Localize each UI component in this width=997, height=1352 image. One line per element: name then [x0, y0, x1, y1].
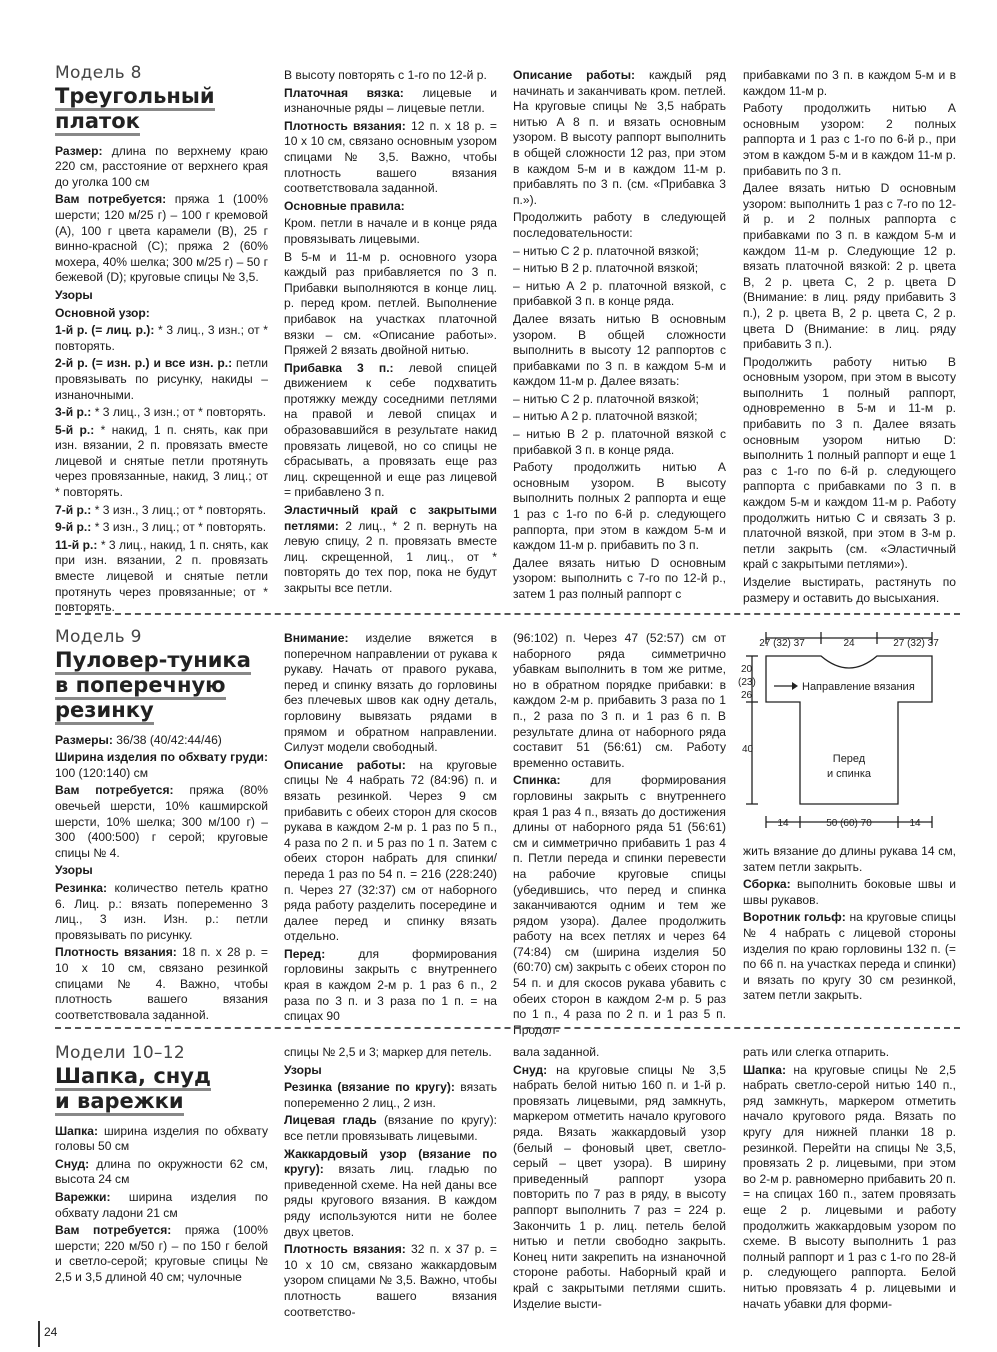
- paragraph: [513, 68, 726, 208]
- paragraph-heading: 3-й р.:: [55, 405, 92, 420]
- paragraph: [513, 409, 726, 425]
- paragraph: [55, 192, 268, 286]
- paragraph: [284, 631, 497, 756]
- paragraph-heading: Узоры: [284, 1062, 322, 1077]
- paragraph-heading: Сборка:: [743, 877, 791, 892]
- model-10-12-text-4: [743, 1045, 956, 1312]
- model-8-col-2: [284, 68, 497, 599]
- model-8-text-2: [284, 68, 497, 597]
- paragraph: [513, 1063, 726, 1313]
- model-8-col-1: [55, 63, 268, 618]
- paragraph: [743, 101, 956, 179]
- model-10-12-col-4: [743, 1045, 956, 1314]
- paragraph: [55, 1223, 268, 1285]
- paragraph: [55, 1190, 268, 1221]
- paragraph-heading: Внимание:: [284, 631, 349, 645]
- paragraph-text: Далее вязать нитью D основным узором: выполнить 1 раз с 7-го по 12-й р. и 2 полных раппорта с прибавками по 3 п. в каждом 5-м и каждом 11-м р. Следующие 12 р. вязать платочной вязкой: 2 р. цвета B, 2 р. цвета C, 2 р. цвета D (Внимание: в лиц. ряду прибавить 3 п.), 2 р. цвета B, 2 р. цвета C, 2 р. цвета D (Внимание: в лиц. ряду прибавить 3 п.).: [743, 181, 956, 352]
- paragraph-text: – нитью A 2 р. платочной вязкой;: [513, 409, 698, 424]
- paragraph-heading: Размеры:: [55, 732, 113, 747]
- section-divider-2: [55, 1027, 960, 1029]
- paragraph: [743, 68, 956, 99]
- dim-left-3: 26: [741, 690, 753, 701]
- dim-top-mid: 24: [843, 638, 855, 649]
- paragraph-text: 12 п. х 18 р. = 10 х 10 см, связано основным узором спицами № 3,5. Важно, чтобы плотность вашего вязания соответствовала заданной.: [284, 118, 497, 196]
- model-9-title: Пуловер-туника в поперечную резинку: [55, 648, 268, 723]
- paragraph: [513, 312, 726, 390]
- paragraph-text: 32 п. х 37 р. = 10 х 10 см, связано жаккардовым узором спицами № 3,5. Важно, чтобы плотность вашего вязания соответство-: [284, 1242, 497, 1319]
- paragraph-text: – нитью C 2 р. платочной вязкой;: [513, 243, 699, 258]
- paragraph-text: Далее вязать нитью B основным узором. В общей сложности выполнить в высоту 12 раппортов с прибавками по 3 п. в каждом 5-м и каждом 11-м р. Далее вязать:: [513, 311, 726, 389]
- model-9-col-1: [55, 627, 268, 1025]
- paragraph-heading: 2-й р. (= изн. р.) и все изн. р.:: [55, 356, 233, 371]
- paragraph: [284, 199, 497, 215]
- paragraph-heading: Резинка (вязание по кругу):: [284, 1080, 455, 1095]
- paragraph: [55, 503, 268, 519]
- paragraph: [55, 306, 268, 322]
- paragraph-text: на круговые спицы № 4 набрать с лицевой стороны изделия по краю горловины 132 п. (= по 66 п. на участках переда и спинки) и вязать по кругу 30 см резинкой, затем петли закрыть.: [743, 910, 956, 1003]
- paragraph-text: на круговые спицы № 4 набрать 72 (84:96) п. и вязать резинкой. Через 9 см прибавить с обеих сторон для скосов рукава в каждом 2-м р. 1 раз по 5 п., 4 раза по 2 п. и 5 раз по 1 п. Затем с обеих сторон набрать для спинки/переда 1 раз по 54 п. = 216 (228:240) п. Через 27 (32:37) см от наборного ряда работу разделить посередине и далее перед и спинку вязать отдельно.: [284, 757, 497, 944]
- paragraph-heading: Снуд:: [513, 1062, 548, 1077]
- paragraph: [55, 1157, 268, 1188]
- model-10-12-col-3: [513, 1045, 726, 1314]
- model-9-text-3: [513, 631, 726, 1038]
- paragraph: [513, 244, 726, 260]
- paragraph-text: Продолжить работу в следующей последовательности:: [513, 210, 726, 240]
- paragraph: [284, 947, 497, 1025]
- model-9-col-4: [743, 844, 956, 1006]
- section-divider-1: [55, 613, 960, 615]
- paragraph-text: прибавками по 3 п. в каждом 5-м и в каждом 11-м р.: [743, 68, 956, 98]
- model-9-col-2: [284, 631, 497, 1027]
- direction-arrow-icon: [792, 682, 798, 690]
- paragraph-text: – нитью A 2 р. платочной вязкой, с прибавкой 3 п. в конце ряда.: [513, 278, 726, 309]
- paragraph-heading: Лицевая гладь: [284, 1113, 377, 1128]
- dim-left-2: (23): [738, 677, 756, 688]
- paragraph-text: 18 п. х 28 р. = 10 х 10 см, связано резинкой спицами № 4. Важно, чтобы плотность вашего вязания соответствовала заданной.: [55, 945, 268, 1022]
- paragraph-text: Продолжить работу нитью B основным узором, при этом в высоту выполнить 1 полный раппорт, одновременно в 5-м и 11-м р. прибавить по 3 п. Далее вязать основным узором нитью D: выполнить 1 полный раппорт и еще 1 раз с 1-го по 6-й р. следующего раппорта с прибавками по 3 п. в каждом 5-м и каждом 11-м р. Работу продолжить нитью C и связать 3 р. платочной вязкой, при этом в 3-м р. петли закрыть (см. «Эластичный край с закрытыми петлями»).: [743, 354, 956, 572]
- paragraph-text: для формирования горловины закрыть с внутреннего края в каждом 2-м р. 1 раз 6 п., 2 раза по 3 п. и 3 раза по 1 п. = на спицах 90: [284, 946, 497, 1024]
- paragraph-heading: Спинка:: [513, 773, 561, 788]
- paragraph-text: * 3 лиц., накид, 1 п. снять, как при изн. вязании, 2 п. провязать вместе лицевой и снятые петли протянуть через провязанные; от * повторять.: [55, 537, 268, 615]
- model-9-text-1: [55, 733, 268, 1024]
- pullover-schematic: [738, 628, 960, 844]
- model-8-col-4: [743, 68, 956, 608]
- paragraph: [743, 1045, 956, 1061]
- paragraph: [55, 288, 268, 304]
- paragraph-heading: Эластичный край с закрытыми петлями:: [284, 503, 497, 533]
- paragraph-text: пряжа (100% шерсти; 220 м/50 г) – по 150 г белой и светло-серой; круговые спицы № 2,5 и 3,5 длиной 40 см; чулочные: [55, 1223, 268, 1284]
- paragraph-heading: Шапка:: [743, 1062, 786, 1077]
- paragraph-text: длина по верхнему краю 220 см, расстояние от верхнего края до уголка 100 см: [55, 143, 268, 189]
- paragraph-text: спицы № 2,5 и 3; маркер для петель.: [284, 1045, 492, 1059]
- paragraph: [513, 773, 726, 1038]
- model-8-text-1: [55, 144, 268, 616]
- paragraph: [284, 119, 497, 197]
- paragraph: [513, 556, 726, 603]
- paragraph: [284, 1080, 497, 1111]
- paragraph-heading: Воротник гольф:: [743, 910, 846, 925]
- paragraph: [284, 1063, 497, 1079]
- paragraph: [55, 750, 268, 781]
- paragraph: [284, 758, 497, 945]
- paragraph-heading: Вам потребуется:: [55, 783, 174, 798]
- paragraph-heading: Ширина изделия по обхвату груди:: [55, 750, 268, 765]
- paragraph-heading: Шапка:: [55, 1123, 98, 1138]
- paragraph: [743, 181, 956, 353]
- paragraph-text: (вязание по кругу): все петли провязывать лицевыми.: [284, 1113, 497, 1143]
- paragraph-text: 2 лиц., * 2 п. вернуть на левую спицу, 2 п. провязать вместе лиц. скрещенной, 1 лиц., от * повторять до тех пор, пока не будут закрыты все петли.: [284, 518, 497, 595]
- paragraph: [743, 910, 956, 1004]
- paragraph: [284, 1113, 497, 1144]
- paragraph-heading: Размер:: [55, 143, 103, 158]
- paragraph-text: – нитью B 2 р. платочной вязкой с прибавкой 3 п. в конце ряда.: [513, 427, 726, 457]
- paragraph-text: В 5-м и 11-м р. основного узора каждый раз прибавляется по 3 п. Прибавки выполняются в конце лиц. р. перед кром. петлей. Выполнение прибавок на участках платочной вязки – см. «Описание работы». Пряжей 2 вязать двойной нитью.: [284, 249, 497, 358]
- paragraph: [55, 520, 268, 536]
- model-10-12-col-1: [55, 1043, 268, 1288]
- paragraph: [55, 538, 268, 616]
- paragraph-text: В высоту повторять с 1-го по 12-й р.: [284, 68, 487, 82]
- paragraph-heading: Вам потребуется:: [55, 192, 167, 207]
- paragraph-text: пряжа 1 (100% шерсти; 120 м/25 г) – 100 г кремовой (A), 100 г цвета карамели (B), 25 г винно-красной (C); пряжа 2 (60% мохера, 40% шелка; 300 м/25 г) – 50 г бежевой (D); круговые спицы № 3,5.: [55, 192, 268, 285]
- paragraph: [55, 423, 268, 501]
- knitting-direction-label: Направление вязания: [802, 681, 915, 693]
- paragraph-text: длина по окружности 62 см, высота 24 см: [55, 1156, 268, 1187]
- paragraph-text: жить вязание до длины рукава 14 см, затем петли закрыть.: [743, 844, 956, 874]
- paragraph-text: вала заданной.: [513, 1045, 600, 1059]
- paragraph-text: вязать попеременно 2 лиц., 2 изн.: [284, 1080, 497, 1110]
- paragraph: [513, 279, 726, 310]
- paragraph-text: 36/38 (40/42:44/46): [112, 732, 222, 747]
- paragraph: [55, 733, 268, 749]
- dim-bottom-right: 14: [909, 818, 921, 829]
- paragraph-heading: 1-й р. (= лиц. р.):: [55, 323, 155, 338]
- paragraph: [284, 1242, 497, 1320]
- paragraph-heading: 5-й р.:: [55, 422, 95, 437]
- model-8-col-3: [513, 68, 726, 605]
- dim-left-40: 40: [742, 744, 754, 755]
- page-number: 24: [44, 1325, 58, 1339]
- paragraph-text: на круговые спицы № 3,5 набрать белой нитью 160 п. и 1-й р. провязать лицевыми, ряд замкнуть, маркером отметить начало кругового ряда. Вязать жаккардовый узор (белый – фоновый цвет, светло-серый – цвет узора). В ширину приведенный раппорт узора повторить по 7 раз в ряду, в высоту раппорт выполнить 7 раз = 224 р. Закончить 1 р. лиц. петель белой нитью и петли свободно закрыть. Конец нити закрепить на изнаночной стороне работы. Наборный край и край с закрытыми петлями сшить. Изделие высти-: [513, 1062, 726, 1311]
- paragraph-heading: Описание работы:: [513, 68, 636, 82]
- model-10-12-col-2: [284, 1045, 497, 1322]
- paragraph: [55, 1124, 268, 1155]
- paragraph-text: для формирования горловины закрыть с внутреннего края 1 раз 4 п., вязать до достижения длины от наборного ряда 51 (56:61) см и симметрично прибавить 1 раз 4 п. Петли переда и спинки перевести на рабочие круговые спицы (убедившись, что перед и спинка заканчиваются одним и тем же рядом узора). Далее продолжить работу на всех петлях и через 64 (74:84) см (ширина изделия 50 (60:70) см) закрыть с обеих сторон по 54 п. и для скосов рукава убавить с обеих сторон в каждом 2-м р. 5 раз по 1 п., 4 раза по 2 п. и 1 раз 5 п. Продол-: [513, 773, 726, 1037]
- model-9-label: Модель 9: [55, 627, 142, 647]
- paragraph-text: ширина изделия по обхвату ладони 21 см: [55, 1189, 268, 1220]
- paragraph-text: на круговые спицы № 2,5 набрать светло-серой нитью 140 п., ряд замкнуть, маркером отметить начало кругового ряда. Вязать по кругу для нижней планки 18 р. резинкой. Перейти на спицы № 3,5, провязать 2 р. лицевыми, при этом во 2-м р. равномерно прибавить 20 п. = на спицах 160 п., затем провязать еще 2 р. лицевыми и работу продолжить жаккардовым узором по схеме. В высоту выполнить 1 раз полный раппорт и 1 раз с 1-го по 28-й р. следующего раппорта. Белой нитью провязать 4 р. лицевыми и начать убавки для форми-: [743, 1062, 956, 1311]
- paragraph-heading: Прибавка 3 п.:: [284, 360, 394, 375]
- dim-bottom-left: 14: [777, 818, 789, 829]
- paragraph-text: Далее вязать нитью D основным узором: выполнить с 7-го по 12-й р., затем 1 раз полный раппорт с: [513, 555, 726, 601]
- paragraph-text: левой спицей движением к себе подхватить протяжку между соседними петлями на правой и левой спицах и образовавшийся в результате накид провязать лицевой, но со спицы не сбрасывать, а провязать еще раз лиц. скрещенной и еще раз лицевой = прибавлено 3 п.: [284, 360, 497, 500]
- paragraph-text: 100 (120:140) см: [55, 765, 149, 780]
- paragraph-heading: Узоры: [55, 287, 93, 302]
- paragraph-text: Кром. петли в начале и в конце ряда провязывать лицевыми.: [284, 216, 497, 246]
- paragraph: [284, 503, 497, 597]
- model-10-12-text-1: [55, 1124, 268, 1286]
- paragraph: [55, 863, 268, 879]
- paragraph-heading: Жаккардовый узор (вязание по кругу):: [284, 1146, 497, 1177]
- paragraph-heading: Плотность вязания:: [284, 118, 406, 133]
- paragraph: [284, 68, 497, 84]
- paragraph-text: рать или слегка отпарить.: [743, 1045, 890, 1059]
- paragraph: [55, 783, 268, 861]
- front-back-label-2: и спинка: [826, 768, 872, 780]
- paragraph: [284, 86, 497, 117]
- paragraph-text: количество петель кратно 6. Лиц. р.: вязать попеременно 3 лиц., 3 изн. Изн. р.: петли провязывать по рисунку.: [55, 880, 268, 942]
- paragraph: [55, 881, 268, 943]
- paragraph-text: * 3 лиц., 3 изн.; от * повторять.: [55, 323, 268, 353]
- paragraph-text: – нитью B 2 р. платочной вязкой;: [513, 261, 699, 276]
- paragraph: [284, 250, 497, 359]
- paragraph: [55, 405, 268, 421]
- paragraph-text: изделие вяжется в поперечном направлении от рукава к рукаву. Начать от правого рукава, перед и спинку вязать до горловины без плечевых швов как одну деталь, горловину вывязать рядами в прямом и обратном направлении. Силуэт модели свободный.: [284, 631, 497, 755]
- paragraph-heading: 9-й р.:: [55, 520, 92, 535]
- paragraph: [513, 460, 726, 554]
- paragraph: [743, 844, 956, 875]
- paragraph: [513, 427, 726, 458]
- paragraph: [284, 1147, 497, 1241]
- paragraph: [743, 575, 956, 606]
- paragraph-heading: 11-й р.:: [55, 537, 98, 552]
- paragraph-text: * 3 лиц., 3 изн.; от * повторять.: [91, 405, 267, 420]
- paragraph: [513, 1045, 726, 1061]
- model-8-title: Треугольный платок: [55, 84, 268, 134]
- paragraph-heading: Вам потребуется:: [55, 1223, 172, 1238]
- dim-bottom-mid: 50 (60) 70: [826, 818, 872, 829]
- paragraph-heading: 7-й р.:: [55, 502, 92, 517]
- paragraph: [55, 144, 268, 191]
- model-9-text-2: [284, 631, 497, 1025]
- paragraph-text: пряжа (80% овечьей шерсти, 10% кашмирской шерсти, 10% шелка; 300 м/100 г) – 300 (400:500) г серой; круговые спицы № 4.: [55, 783, 268, 860]
- model-10-12-title: Шапка, снуд и варежки: [55, 1064, 268, 1114]
- model-8-text-3: [513, 68, 726, 603]
- paragraph: [55, 356, 268, 403]
- paragraph: [513, 261, 726, 277]
- paragraph-text: петли провязывать по рисунку, накиды – изнаночными.: [55, 356, 268, 402]
- paragraph-text: * 3 изн., 3 лиц.; от * повторять.: [91, 502, 267, 517]
- paragraph-text: каждый ряд начинать и заканчивать кром. петлей. На круговые спицы № 3,5 набрать нитью A 8 п. и вязать основным узором. В высоту раппорт выполнить в общей сложности 12 раз, при этом в каждом 5-м и в каждом 11-м р. прибавлять по 3 п. (см. «Прибавка 3 п.»).: [513, 68, 726, 207]
- paragraph-heading: Платочная вязка:: [284, 85, 404, 100]
- paragraph-heading: Резинка:: [55, 880, 108, 895]
- paragraph: [55, 323, 268, 354]
- paragraph-heading: Основные правила:: [284, 198, 405, 213]
- paragraph: [743, 877, 956, 908]
- paragraph-text: выполнить боковые швы и швы рукавов.: [743, 877, 956, 907]
- paragraph-text: Работу продолжить нитью A основным узором: 2 полных раппорта и 1 раз с 1-го по 6-й р., при этом в каждом 5-м и в каждом 11-м р. прибавить по 3 п.: [743, 101, 956, 178]
- paragraph: [743, 355, 956, 573]
- paragraph-text: * накид, 1 п. снять, как при изн. вязании, 2 п. провязать вместе лицевой и снятые петли протянуть через провязанные, накид, 3 лиц.; от * повторять.: [55, 422, 268, 500]
- model-8-text-4: [743, 68, 956, 606]
- dim-top-right: 27 (32) 37: [893, 638, 939, 649]
- paragraph: [55, 945, 268, 1023]
- dim-left-1: 20: [741, 664, 753, 675]
- model-10-12-label: Модели 10–12: [55, 1043, 185, 1063]
- paragraph: [284, 216, 497, 247]
- paragraph-text: Изделие выстирать, растянуть по размеру и оставить до высыхания.: [743, 575, 956, 605]
- paragraph: [513, 210, 726, 241]
- paragraph-heading: Снуд:: [55, 1156, 90, 1171]
- model-10-12-text-2: [284, 1045, 497, 1320]
- paragraph: [743, 1063, 956, 1313]
- paragraph-text: – нитью C 2 р. платочной вязкой;: [513, 391, 699, 406]
- paragraph-heading: Перед:: [284, 946, 326, 961]
- paragraph-heading: Плотность вязания:: [55, 945, 177, 960]
- model-8-label: Модель 8: [55, 63, 142, 83]
- paragraph-heading: Основной узор:: [55, 305, 150, 320]
- paragraph: [513, 631, 726, 771]
- paragraph-heading: Описание работы:: [284, 757, 406, 772]
- front-back-label-1: Перед: [832, 753, 866, 765]
- paragraph: [513, 392, 726, 408]
- paragraph-heading: Узоры: [55, 863, 93, 878]
- paragraph-text: * 3 изн., 3 лиц.; от * повторять.: [91, 520, 267, 535]
- dim-top-left: 27 (32) 37: [759, 638, 805, 649]
- model-9-col-3: [513, 631, 726, 1040]
- paragraph-text: лицевые и изнаночные ряды – лицевые петли.: [284, 85, 497, 116]
- model-9-text-4: [743, 844, 956, 1004]
- paragraph-text: вязать лиц. гладью по приведенной схеме. На ней даны все ряды кругового вязания. В каждом ряду используются нити не более двух цветов.: [284, 1162, 497, 1239]
- paragraph-heading: Плотность вязания:: [284, 1242, 406, 1257]
- paragraph: [284, 361, 497, 501]
- paragraph-heading: Варежки:: [55, 1189, 111, 1204]
- model-10-12-text-3: [513, 1045, 726, 1312]
- paragraph: [284, 1045, 497, 1061]
- paragraph-text: (96:102) п. Через 47 (52:57) см от наборного ряда симметрично убавкам выполнить в том же ритме, но в обратном порядке прибавки: в каждом 2-м р. прибавить 3 раза по 1 п., 2 раза по 3 п. и 1 раз 6 п. В результате длина от наборного ряда составит 51 (56:61) см. Работу временно оставить.: [513, 631, 726, 770]
- paragraph-text: Работу продолжить нитью A основным узором. В высоту выполнить полных 2 раппорта и еще 1 раз с 1-го по 6-й р. следующего раппорта, при этом в каждом 5-м и каждом 11-м р. прибавить по 3 п.: [513, 460, 726, 553]
- paragraph-text: ширина изделия по обхвату головы 50 см: [55, 1123, 268, 1154]
